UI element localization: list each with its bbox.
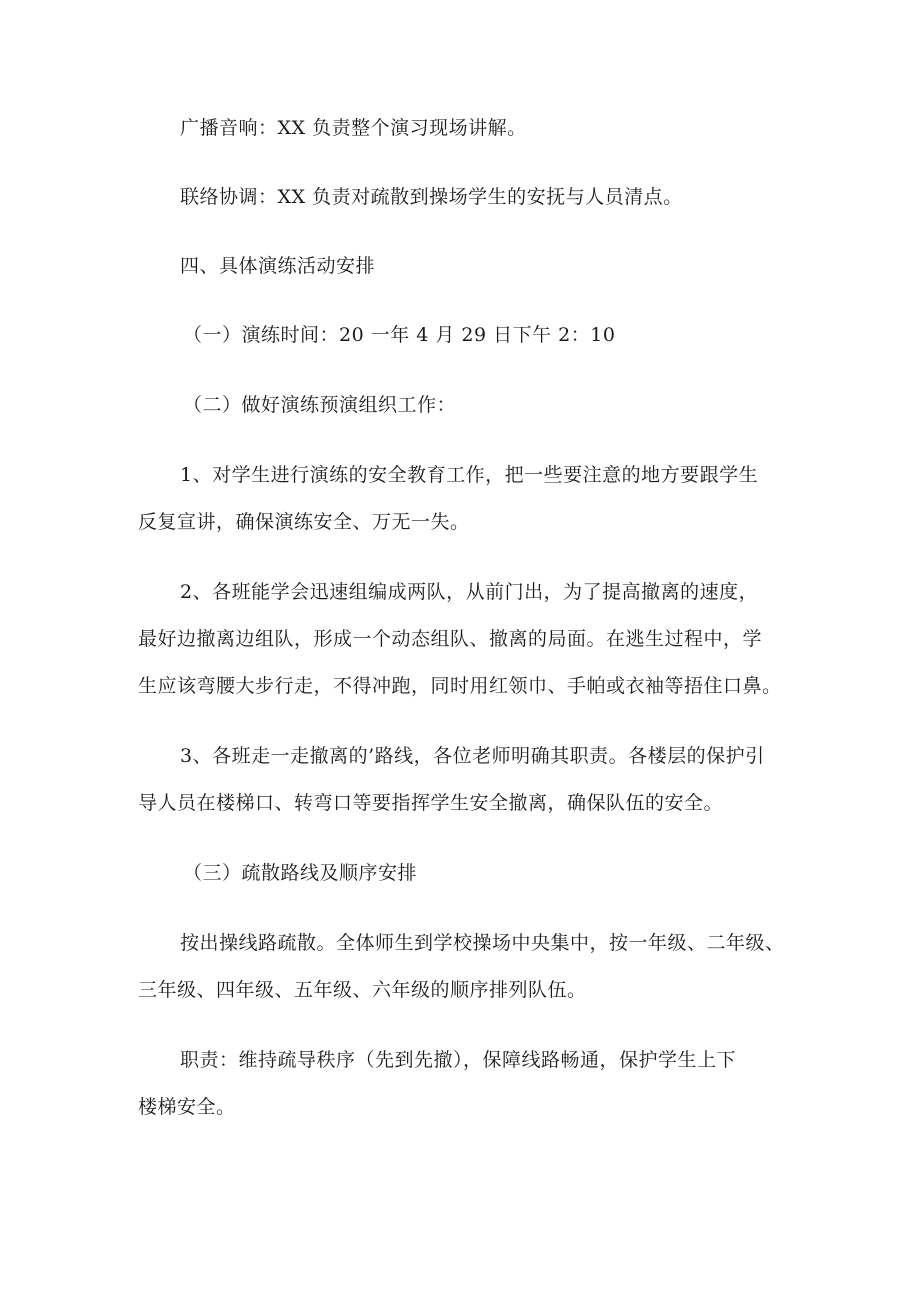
text-line-liaison: 联络协调：XX 负责对疏散到操场学生的安抚与人员清点。 [180, 186, 683, 208]
paragraph-4-line-2: 三年级、四年级、五年级、六年级的顺序排列队伍。 [138, 979, 587, 1001]
paragraph-2-line-3: 生应该弯腰大步行走，不得冲跑，同时用红领巾、手帕或衣袖等捂住口鼻。 [138, 675, 782, 697]
paragraph-4-line-1: 按出操线路疏散。全体师生到学校操场中央集中，按一年级、二年级、 [180, 932, 785, 954]
subsection-time: （一）演练时间：20 一年 4 月 29 日下午 2：10 [183, 324, 616, 346]
section-heading-4: 四、具体演练活动安排 [180, 255, 376, 277]
paragraph-3-line-1: 3、各班走一走撤离的’路线，各位老师明确其职责。各楼层的保护引 [180, 745, 765, 767]
paragraph-1-line-1: 1、对学生进行演练的安全教育工作，把一些要注意的地方要跟学生 [180, 464, 759, 486]
paragraph-1-line-2: 反复宣讲，确保演练安全、万无一失。 [138, 511, 470, 533]
paragraph-2-line-1: 2、各班能学会迅速组编成两队，从前门出，为了提高撤离的速度， [180, 581, 759, 603]
paragraph-5-line-2: 楼梯安全。 [138, 1096, 236, 1118]
text-line-broadcast: 广播音响：XX 负责整个演习现场讲解。 [180, 117, 527, 139]
subsection-route: （三）疏散路线及顺序安排 [183, 862, 418, 884]
paragraph-5-line-1: 职责：维持疏导秩序（先到先撤），保障线路畅通，保护学生上下 [180, 1049, 737, 1071]
subsection-rehearsal: （二）做好演练预演组织工作： [183, 394, 457, 416]
paragraph-3-line-2: 导人员在楼梯口、转弯口等要指挥学生安全撤离，确保队伍的安全。 [138, 792, 724, 814]
paragraph-2-line-2: 最好边撤离边组队，形成一个动态组队、撤离的局面。在逃生过程中，学 [138, 628, 763, 650]
